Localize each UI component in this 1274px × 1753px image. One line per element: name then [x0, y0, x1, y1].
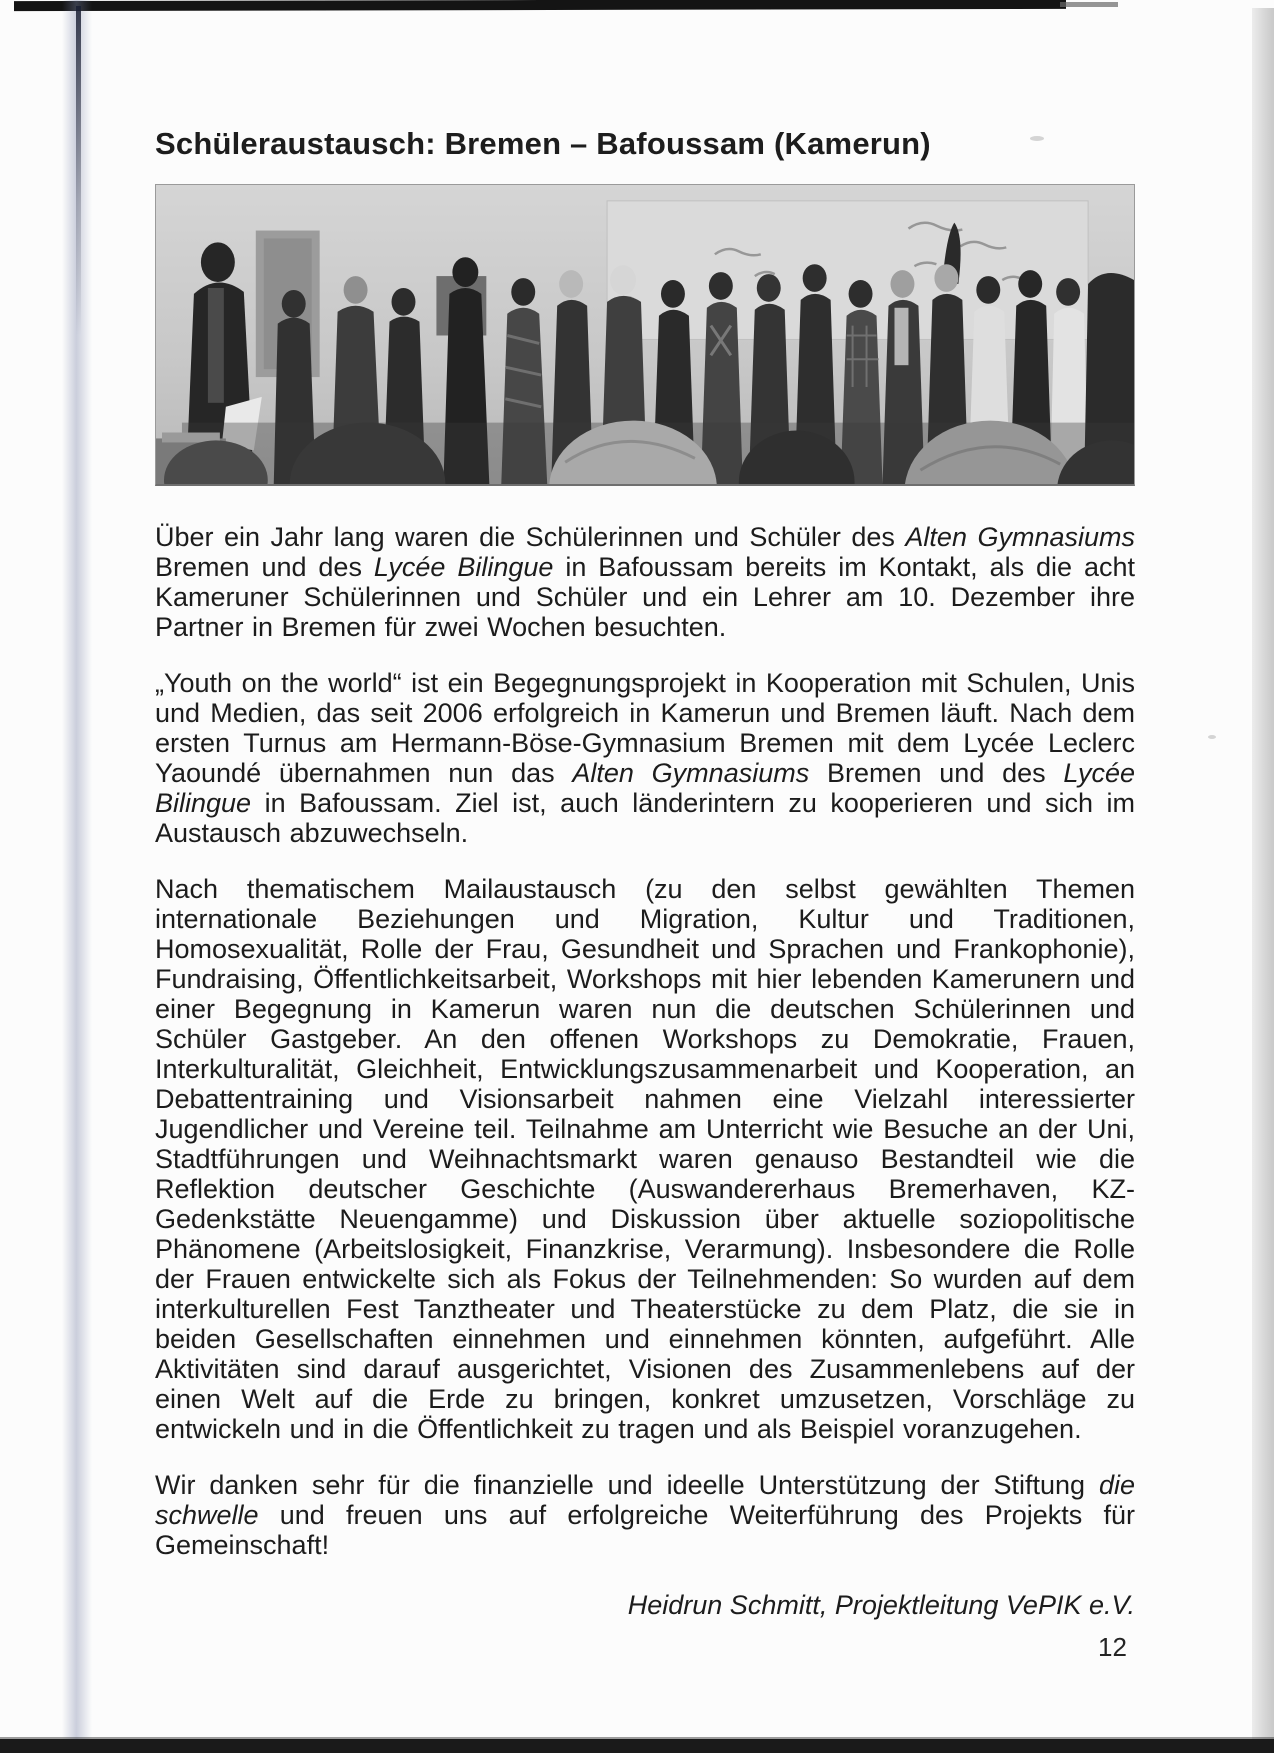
scan-smudge [1208, 735, 1216, 739]
article-title: Schüleraustausch: Bremen – Bafoussam (Kamerun) [155, 126, 931, 161]
paragraph-1: Über ein Jahr lang waren die Schülerinnen und Schüler des Alten Gymnasiums Bremen und des Lycée Bilingue in Bafoussam bereits im Kontakt, als die acht Kameruner Schülerinnen und Schüler und ein Lehrer am 10. Dezember ihre Partner in Bremen für zwei Wochen besuchten. [155, 522, 1135, 642]
group-photo [155, 184, 1135, 486]
article [155, 126, 1135, 1620]
signature-line: Heidrun Schmitt, Projektleitung VePIK e.V. [627, 1590, 1135, 1620]
scan-edge-bottom [0, 1739, 1274, 1753]
page-fold-shadow-top [76, 6, 81, 336]
scan-edge-top-tail [1060, 2, 1118, 7]
paragraph-3: Nach thematischem Mailaustausch (zu den selbst gewählten Themen internationale Beziehungen und Migration, Kultur und Traditionen, Homosexualität, Rolle der Frau, Gesundheit und Sprachen und Frankophonie), Fundraising, Öffentlichkeitsarbeit, Workshops mit hier lebenden Kamerunern und einer Begegnung in Kamerun waren nun die deutschen Schülerinnen und Schüler Gastgeber. An den offenen Workshops zu Demokratie, Frauen, Interkulturalität, Gleichheit, Entwicklungszusammenarbeit und Kooperation, an Debattentraining und Visionsarbeit nahmen eine Vielzahl interessierter Jugendlicher und Vereine teil. Teilnahme am Unterricht wie Besuche an der Uni, Stadtführungen und Weihnachtsmarkt waren genauso Bestandteil wie die Reflektion deutscher Geschichte (Auswandererhaus Bremerhaven, KZ-Gedenkstätte Neuengamme) und Diskussion über aktuelle soziopolitische Phänomene (Arbeitslosigkeit, Finanzkrise, Verarmung). Insbesondere die Rolle der Frauen entwickelte sich als Fokus der Teilnehmenden: So wurden auf dem interkulturellen Fest Tanztheater und Theaterstücke zu dem Platz, die sie in beiden Gesellschaften einnehmen und einnehmen könnten, aufgeführt. Alle Aktivitäten sind darauf ausgerichtet, Visionen des Zusammenlebens auf der einen Welt auf die Erde zu bringen, konkret umzusetzen, Vorschläge zu entwickeln und in die Öffentlichkeit zu tragen und als Beispiel voranzugehen. [155, 874, 1135, 1444]
paragraph-4: Wir danken sehr für die finanzielle und ideelle Unterstützung der Stiftung die schwelle und freuen uns auf erfolgreiche Weiterführung des Projekts für Gemeinschaft! [155, 1470, 1135, 1560]
scan-edge-right [1252, 8, 1274, 1739]
paragraph-2: „Youth on the world“ ist ein Begegnungsprojekt in Kooperation mit Schulen, Unis und Medien, das seit 2006 erfolgreich in Kamerun und Bremen läuft. Nach dem ersten Turnus am Hermann-Böse-Gymnasium Bremen mit dem Lycée Leclerc Yaoundé übernahmen nun das Alten Gymnasiums Bremen und des Lycée Bilingue in Bafoussam. Ziel ist, auch länderintern zu kooperieren und sich im Austausch abzuwechseln. [155, 668, 1135, 848]
page-number: 12 [1098, 1632, 1127, 1662]
scan-edge-top [14, 0, 1066, 11]
